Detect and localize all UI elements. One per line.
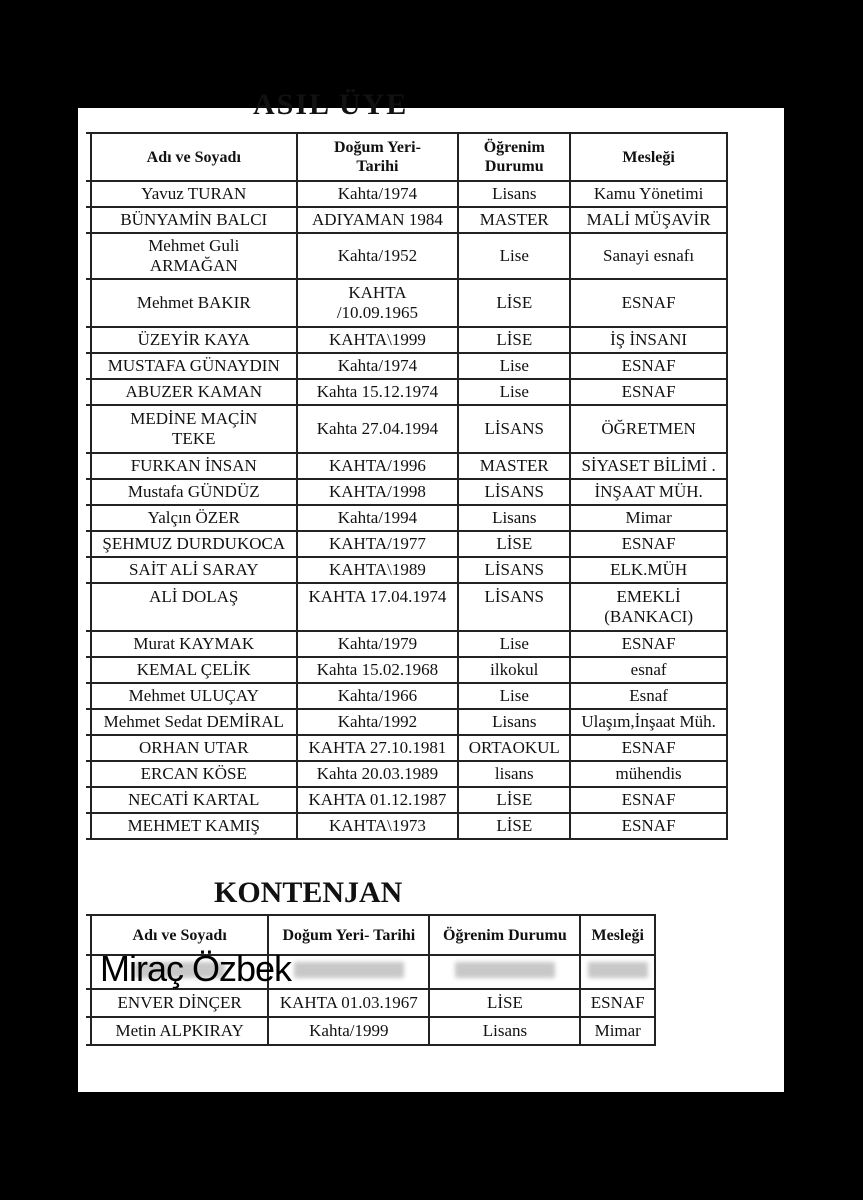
table-row	[86, 279, 727, 327]
birth-cell: Kahta 27.04.1994	[297, 405, 459, 453]
education-cell: LİSE	[458, 327, 570, 353]
education-column-header: Öğrenim Durumu	[458, 133, 570, 181]
occupation-cell: Kamu Yönetimi	[570, 181, 727, 207]
name-cell: Mehmet BAKIR	[91, 279, 297, 327]
birth-cell: KAHTA\1973	[297, 813, 459, 839]
name-cell: Mustafa GÜNDÜZ	[91, 479, 297, 505]
education-cell: LİSE	[458, 787, 570, 813]
table-row	[86, 505, 727, 531]
redaction-blur	[294, 962, 404, 978]
birth-cell: Kahta/1979	[297, 631, 459, 657]
table-header-row	[86, 915, 655, 955]
name-cell: Metin ALPKIRAY	[91, 1017, 268, 1045]
occupation-cell: ESNAF	[580, 989, 655, 1017]
kontenjan-title: KONTENJAN	[214, 876, 403, 909]
table-row	[86, 479, 727, 505]
table-row	[86, 531, 727, 557]
redaction-blur	[135, 962, 225, 978]
occupation-column-header: Mesleği	[570, 133, 727, 181]
table-row	[86, 735, 727, 761]
table-row	[86, 657, 727, 683]
occupation-cell: ÖĞRETMEN	[570, 405, 727, 453]
education-cell: MASTER	[458, 453, 570, 479]
education-cell: ilkokul	[458, 657, 570, 683]
birth-cell: Kahta/1999	[268, 1017, 429, 1045]
table-row	[86, 405, 727, 453]
occupation-cell: Sanayi esnafı	[570, 233, 727, 279]
occupation-cell: Esnaf	[570, 683, 727, 709]
birth-cell: Kahta/1994	[297, 505, 459, 531]
name-cell: KEMAL ÇELİK	[91, 657, 297, 683]
education-cell: Lise	[458, 379, 570, 405]
occupation-cell: İNŞAAT MÜH.	[570, 479, 727, 505]
occupation-cell: ESNAF	[570, 813, 727, 839]
kontenjan-table	[86, 914, 656, 1046]
education-cell: Lisans	[429, 1017, 580, 1045]
name-cell: Mehmet Guli ARMAĞAN	[91, 233, 297, 279]
asil-members-table	[86, 132, 728, 840]
table-row	[86, 955, 655, 989]
table-row	[86, 453, 727, 479]
occupation-column-header: Mesleği	[580, 915, 655, 955]
education-cell: Lise	[458, 631, 570, 657]
table-row	[86, 709, 727, 735]
name-cell: Yavuz TURAN	[91, 181, 297, 207]
table-row	[86, 557, 727, 583]
education-cell: Lise	[458, 233, 570, 279]
redacted-name-cell	[91, 955, 268, 989]
name-cell: MEHMET KAMIŞ	[91, 813, 297, 839]
occupation-cell: İŞ İNSANI	[570, 327, 727, 353]
table-row	[86, 761, 727, 787]
redaction-blur	[455, 962, 555, 978]
occupation-cell: Mimar	[570, 505, 727, 531]
birth-cell: Kahta/1974	[297, 181, 459, 207]
table-row	[86, 989, 655, 1017]
occupation-cell: Mimar	[580, 1017, 655, 1045]
occupation-cell: mühendis	[570, 761, 727, 787]
name-cell: ENVER DİNÇER	[91, 989, 268, 1017]
education-cell: LİSANS	[458, 557, 570, 583]
table-row	[86, 379, 727, 405]
name-cell: Mehmet ULUÇAY	[91, 683, 297, 709]
top-heading-cut: ASIL ÜYE	[253, 88, 409, 121]
watermark-text: Miraç Özbek	[100, 948, 292, 989]
document-page	[78, 88, 784, 1092]
education-cell: Lisans	[458, 709, 570, 735]
education-cell: LİSANS	[458, 479, 570, 505]
birth-cell: Kahta/1992	[297, 709, 459, 735]
redaction-blur	[588, 962, 648, 978]
occupation-cell: ESNAF	[570, 787, 727, 813]
name-column-header: Adı ve Soyadı	[91, 915, 268, 955]
name-cell: FURKAN İNSAN	[91, 453, 297, 479]
education-cell: LİSE	[458, 813, 570, 839]
occupation-cell: EMEKLİ (BANKACI)	[570, 583, 727, 631]
education-column-header: Öğrenim Durumu	[429, 915, 580, 955]
occupation-cell: Ulaşım,İnşaat Müh.	[570, 709, 727, 735]
education-cell: Lisans	[458, 181, 570, 207]
name-cell: Mehmet Sedat DEMİRAL	[91, 709, 297, 735]
table-row	[86, 583, 727, 631]
education-cell: LİSANS	[458, 583, 570, 631]
occupation-cell: ESNAF	[570, 531, 727, 557]
name-cell: ŞEHMUZ DURDUKOCA	[91, 531, 297, 557]
table-row	[86, 233, 727, 279]
redacted-birth-cell	[268, 955, 429, 989]
occupation-cell: MALİ MÜŞAVİR	[570, 207, 727, 233]
birth-column-header: Doğum Yeri- Tarihi	[297, 133, 459, 181]
occupation-cell: ESNAF	[570, 279, 727, 327]
occupation-cell: ESNAF	[570, 353, 727, 379]
name-cell: Yalçın ÖZER	[91, 505, 297, 531]
occupation-cell: esnaf	[570, 657, 727, 683]
occupation-cell: ESNAF	[570, 735, 727, 761]
education-cell: LİSE	[458, 279, 570, 327]
name-cell: ALİ DOLAŞ	[91, 583, 297, 631]
table-row	[86, 181, 727, 207]
name-cell: Murat KAYMAK	[91, 631, 297, 657]
occupation-cell: ESNAF	[570, 379, 727, 405]
birth-cell: KAHTA 17.04.1974	[297, 583, 459, 631]
kontenjan-table-body	[86, 955, 655, 1045]
birth-column-header: Doğum Yeri- Tarihi	[268, 915, 429, 955]
table-row	[86, 327, 727, 353]
name-cell: ABUZER KAMAN	[91, 379, 297, 405]
birth-cell: Kahta/1952	[297, 233, 459, 279]
table-row	[86, 1017, 655, 1045]
birth-cell: KAHTA\1999	[297, 327, 459, 353]
asil-table-body	[86, 181, 727, 839]
birth-cell: Kahta 20.03.1989	[297, 761, 459, 787]
birth-cell: KAHTA 01.03.1967	[268, 989, 429, 1017]
name-column-header: Adı ve Soyadı	[91, 133, 297, 181]
birth-cell: KAHTA\1989	[297, 557, 459, 583]
table-header-row	[86, 133, 727, 181]
table-row	[86, 787, 727, 813]
name-cell: NECATİ KARTAL	[91, 787, 297, 813]
occupation-cell: ELK.MÜH	[570, 557, 727, 583]
birth-cell: KAHTA 27.10.1981	[297, 735, 459, 761]
name-cell: MEDİNE MAÇİN TEKE	[91, 405, 297, 453]
education-cell: Lise	[458, 353, 570, 379]
name-cell: MUSTAFA GÜNAYDIN	[91, 353, 297, 379]
occupation-cell: ESNAF	[570, 631, 727, 657]
birth-cell: KAHTA/1996	[297, 453, 459, 479]
birth-cell: ADIYAMAN 1984	[297, 207, 459, 233]
table-row	[86, 353, 727, 379]
table-row	[86, 631, 727, 657]
birth-cell: Kahta/1966	[297, 683, 459, 709]
name-cell: ORHAN UTAR	[91, 735, 297, 761]
birth-cell: KAHTA/1998	[297, 479, 459, 505]
education-cell: LİSE	[458, 531, 570, 557]
table-row	[86, 683, 727, 709]
education-cell: LİSANS	[458, 405, 570, 453]
table-row	[86, 207, 727, 233]
education-cell: MASTER	[458, 207, 570, 233]
education-cell: Lise	[458, 683, 570, 709]
name-cell: BÜNYAMİN BALCI	[91, 207, 297, 233]
birth-cell: Kahta 15.02.1968	[297, 657, 459, 683]
birth-cell: KAHTA /10.09.1965	[297, 279, 459, 327]
birth-cell: KAHTA 01.12.1987	[297, 787, 459, 813]
education-cell: Lisans	[458, 505, 570, 531]
name-cell: SAİT ALİ SARAY	[91, 557, 297, 583]
occupation-cell: SİYASET BİLİMİ .	[570, 453, 727, 479]
birth-cell: KAHTA/1977	[297, 531, 459, 557]
birth-cell: Kahta/1974	[297, 353, 459, 379]
birth-cell: Kahta 15.12.1974	[297, 379, 459, 405]
education-cell: ORTAOKUL	[458, 735, 570, 761]
table-row	[86, 813, 727, 839]
name-cell: ÜZEYİR KAYA	[91, 327, 297, 353]
name-cell: ERCAN KÖSE	[91, 761, 297, 787]
redacted-occupation-cell	[580, 955, 655, 989]
education-cell: lisans	[458, 761, 570, 787]
redacted-education-cell	[429, 955, 580, 989]
education-cell: LİSE	[429, 989, 580, 1017]
